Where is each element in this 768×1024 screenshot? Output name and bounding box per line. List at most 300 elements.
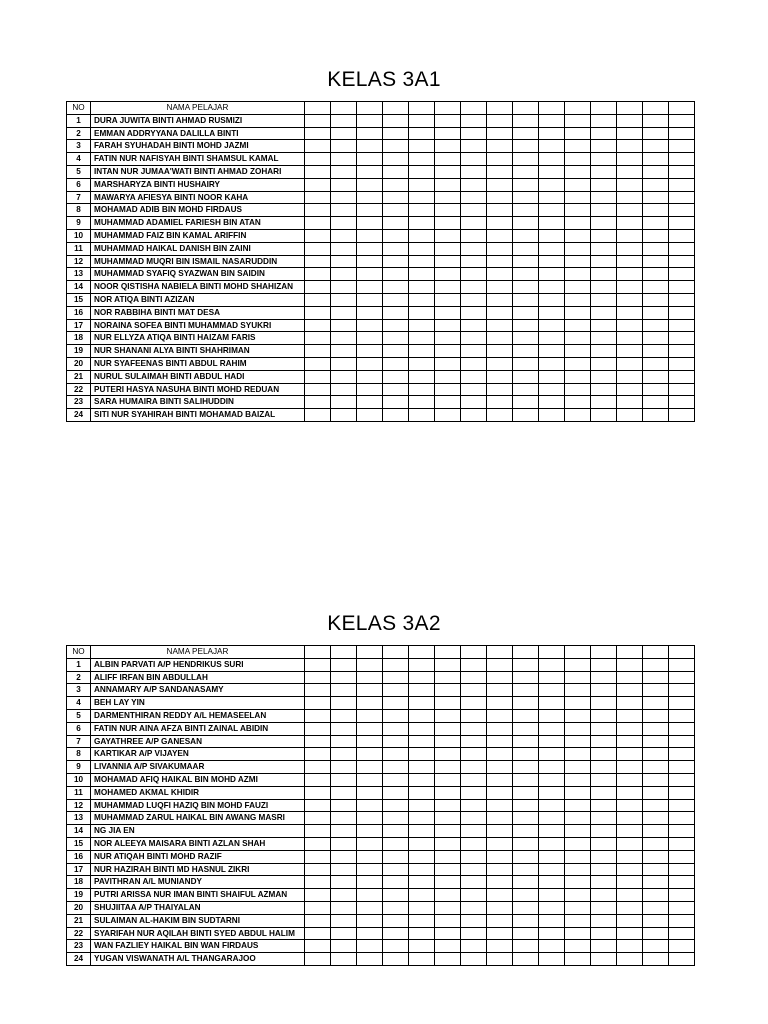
mark-cell[interactable] — [331, 735, 357, 748]
mark-cell[interactable] — [591, 901, 617, 914]
mark-cell[interactable] — [617, 671, 643, 684]
mark-cell[interactable] — [409, 684, 435, 697]
mark-cell[interactable] — [461, 357, 487, 370]
mark-cell[interactable] — [305, 799, 331, 812]
mark-cell[interactable] — [383, 709, 409, 722]
mark-cell[interactable] — [461, 697, 487, 710]
mark-cell[interactable] — [617, 409, 643, 422]
mark-cell[interactable] — [409, 761, 435, 774]
mark-cell[interactable] — [617, 319, 643, 332]
mark-cell[interactable] — [643, 735, 669, 748]
mark-cell[interactable] — [383, 409, 409, 422]
mark-header-cell[interactable] — [617, 102, 643, 115]
mark-header-cell[interactable] — [461, 646, 487, 659]
mark-cell[interactable] — [487, 927, 513, 940]
mark-cell[interactable] — [539, 799, 565, 812]
mark-cell[interactable] — [565, 722, 591, 735]
mark-cell[interactable] — [383, 940, 409, 953]
mark-cell[interactable] — [357, 383, 383, 396]
mark-cell[interactable] — [591, 281, 617, 294]
mark-cell[interactable] — [383, 242, 409, 255]
mark-header-cell[interactable] — [305, 102, 331, 115]
mark-cell[interactable] — [565, 709, 591, 722]
mark-cell[interactable] — [669, 927, 695, 940]
mark-cell[interactable] — [513, 940, 539, 953]
mark-cell[interactable] — [513, 383, 539, 396]
mark-cell[interactable] — [305, 837, 331, 850]
mark-cell[interactable] — [539, 748, 565, 761]
mark-cell[interactable] — [617, 825, 643, 838]
mark-cell[interactable] — [591, 786, 617, 799]
mark-cell[interactable] — [669, 953, 695, 966]
mark-cell[interactable] — [565, 914, 591, 927]
mark-cell[interactable] — [643, 812, 669, 825]
mark-header-cell[interactable] — [383, 102, 409, 115]
mark-cell[interactable] — [487, 332, 513, 345]
mark-cell[interactable] — [383, 229, 409, 242]
mark-cell[interactable] — [461, 850, 487, 863]
mark-cell[interactable] — [357, 345, 383, 358]
mark-cell[interactable] — [331, 229, 357, 242]
mark-cell[interactable] — [565, 242, 591, 255]
mark-cell[interactable] — [357, 786, 383, 799]
mark-cell[interactable] — [435, 735, 461, 748]
mark-cell[interactable] — [435, 812, 461, 825]
mark-cell[interactable] — [487, 825, 513, 838]
mark-cell[interactable] — [669, 153, 695, 166]
mark-cell[interactable] — [617, 127, 643, 140]
mark-cell[interactable] — [305, 191, 331, 204]
mark-cell[interactable] — [643, 825, 669, 838]
mark-cell[interactable] — [643, 319, 669, 332]
mark-cell[interactable] — [487, 396, 513, 409]
mark-cell[interactable] — [461, 837, 487, 850]
mark-cell[interactable] — [461, 876, 487, 889]
mark-cell[interactable] — [435, 153, 461, 166]
mark-cell[interactable] — [565, 863, 591, 876]
mark-cell[interactable] — [565, 140, 591, 153]
mark-cell[interactable] — [669, 735, 695, 748]
mark-cell[interactable] — [435, 178, 461, 191]
mark-cell[interactable] — [331, 658, 357, 671]
mark-cell[interactable] — [435, 850, 461, 863]
mark-cell[interactable] — [591, 178, 617, 191]
mark-cell[interactable] — [357, 709, 383, 722]
mark-cell[interactable] — [617, 140, 643, 153]
mark-cell[interactable] — [643, 357, 669, 370]
mark-cell[interactable] — [617, 863, 643, 876]
mark-cell[interactable] — [409, 153, 435, 166]
mark-cell[interactable] — [669, 242, 695, 255]
mark-cell[interactable] — [461, 901, 487, 914]
mark-cell[interactable] — [331, 953, 357, 966]
mark-cell[interactable] — [669, 748, 695, 761]
mark-cell[interactable] — [331, 255, 357, 268]
mark-cell[interactable] — [591, 255, 617, 268]
mark-cell[interactable] — [565, 901, 591, 914]
mark-cell[interactable] — [383, 191, 409, 204]
mark-header-cell[interactable] — [565, 102, 591, 115]
mark-cell[interactable] — [357, 761, 383, 774]
mark-cell[interactable] — [331, 191, 357, 204]
mark-cell[interactable] — [591, 671, 617, 684]
mark-cell[interactable] — [409, 953, 435, 966]
mark-header-cell[interactable] — [331, 646, 357, 659]
mark-cell[interactable] — [357, 773, 383, 786]
mark-cell[interactable] — [565, 876, 591, 889]
mark-cell[interactable] — [331, 319, 357, 332]
mark-cell[interactable] — [409, 409, 435, 422]
mark-cell[interactable] — [461, 217, 487, 230]
mark-cell[interactable] — [643, 268, 669, 281]
mark-cell[interactable] — [617, 697, 643, 710]
mark-cell[interactable] — [591, 748, 617, 761]
mark-header-cell[interactable] — [591, 646, 617, 659]
mark-cell[interactable] — [461, 799, 487, 812]
mark-cell[interactable] — [331, 268, 357, 281]
mark-cell[interactable] — [591, 217, 617, 230]
mark-cell[interactable] — [487, 255, 513, 268]
mark-cell[interactable] — [461, 204, 487, 217]
mark-cell[interactable] — [513, 332, 539, 345]
mark-cell[interactable] — [591, 229, 617, 242]
mark-cell[interactable] — [539, 357, 565, 370]
mark-cell[interactable] — [617, 268, 643, 281]
mark-cell[interactable] — [617, 812, 643, 825]
mark-cell[interactable] — [409, 748, 435, 761]
mark-cell[interactable] — [435, 940, 461, 953]
mark-cell[interactable] — [383, 786, 409, 799]
mark-cell[interactable] — [461, 684, 487, 697]
mark-cell[interactable] — [487, 153, 513, 166]
mark-cell[interactable] — [591, 684, 617, 697]
mark-cell[interactable] — [513, 319, 539, 332]
mark-cell[interactable] — [669, 114, 695, 127]
mark-cell[interactable] — [461, 889, 487, 902]
mark-cell[interactable] — [409, 165, 435, 178]
mark-cell[interactable] — [487, 684, 513, 697]
mark-cell[interactable] — [409, 876, 435, 889]
mark-cell[interactable] — [357, 735, 383, 748]
mark-cell[interactable] — [383, 396, 409, 409]
mark-cell[interactable] — [461, 773, 487, 786]
mark-cell[interactable] — [565, 383, 591, 396]
mark-cell[interactable] — [357, 114, 383, 127]
mark-cell[interactable] — [591, 306, 617, 319]
mark-cell[interactable] — [435, 191, 461, 204]
mark-cell[interactable] — [643, 850, 669, 863]
mark-cell[interactable] — [383, 748, 409, 761]
mark-cell[interactable] — [461, 114, 487, 127]
mark-cell[interactable] — [435, 671, 461, 684]
mark-cell[interactable] — [487, 114, 513, 127]
mark-cell[interactable] — [669, 850, 695, 863]
mark-cell[interactable] — [565, 332, 591, 345]
mark-cell[interactable] — [487, 722, 513, 735]
mark-cell[interactable] — [305, 786, 331, 799]
mark-cell[interactable] — [487, 799, 513, 812]
mark-cell[interactable] — [669, 697, 695, 710]
mark-cell[interactable] — [435, 658, 461, 671]
mark-cell[interactable] — [565, 850, 591, 863]
mark-cell[interactable] — [383, 255, 409, 268]
mark-cell[interactable] — [357, 927, 383, 940]
mark-cell[interactable] — [383, 658, 409, 671]
mark-cell[interactable] — [513, 127, 539, 140]
mark-cell[interactable] — [409, 345, 435, 358]
mark-cell[interactable] — [409, 671, 435, 684]
mark-cell[interactable] — [357, 293, 383, 306]
mark-cell[interactable] — [435, 255, 461, 268]
mark-cell[interactable] — [357, 140, 383, 153]
mark-cell[interactable] — [357, 306, 383, 319]
mark-cell[interactable] — [435, 876, 461, 889]
mark-cell[interactable] — [435, 709, 461, 722]
mark-cell[interactable] — [565, 825, 591, 838]
mark-cell[interactable] — [435, 953, 461, 966]
mark-cell[interactable] — [643, 786, 669, 799]
mark-cell[interactable] — [357, 242, 383, 255]
mark-cell[interactable] — [591, 735, 617, 748]
mark-cell[interactable] — [409, 658, 435, 671]
mark-cell[interactable] — [383, 140, 409, 153]
mark-cell[interactable] — [435, 306, 461, 319]
mark-cell[interactable] — [305, 889, 331, 902]
mark-header-cell[interactable] — [487, 102, 513, 115]
mark-cell[interactable] — [461, 281, 487, 294]
mark-cell[interactable] — [435, 825, 461, 838]
mark-cell[interactable] — [565, 345, 591, 358]
mark-cell[interactable] — [409, 229, 435, 242]
mark-cell[interactable] — [565, 204, 591, 217]
mark-cell[interactable] — [487, 293, 513, 306]
mark-cell[interactable] — [513, 370, 539, 383]
mark-cell[interactable] — [305, 153, 331, 166]
mark-cell[interactable] — [409, 914, 435, 927]
mark-cell[interactable] — [513, 850, 539, 863]
mark-cell[interactable] — [357, 799, 383, 812]
mark-cell[interactable] — [409, 837, 435, 850]
mark-cell[interactable] — [643, 697, 669, 710]
mark-cell[interactable] — [513, 748, 539, 761]
mark-cell[interactable] — [383, 178, 409, 191]
mark-cell[interactable] — [591, 761, 617, 774]
mark-cell[interactable] — [669, 409, 695, 422]
mark-cell[interactable] — [305, 127, 331, 140]
mark-cell[interactable] — [487, 191, 513, 204]
mark-cell[interactable] — [565, 217, 591, 230]
mark-cell[interactable] — [461, 178, 487, 191]
mark-cell[interactable] — [357, 409, 383, 422]
mark-cell[interactable] — [539, 114, 565, 127]
mark-cell[interactable] — [513, 140, 539, 153]
mark-cell[interactable] — [357, 684, 383, 697]
mark-cell[interactable] — [305, 114, 331, 127]
mark-cell[interactable] — [643, 217, 669, 230]
mark-cell[interactable] — [487, 786, 513, 799]
mark-cell[interactable] — [539, 697, 565, 710]
mark-cell[interactable] — [617, 722, 643, 735]
mark-cell[interactable] — [383, 204, 409, 217]
mark-cell[interactable] — [487, 383, 513, 396]
mark-cell[interactable] — [383, 812, 409, 825]
mark-cell[interactable] — [461, 812, 487, 825]
mark-cell[interactable] — [383, 684, 409, 697]
mark-cell[interactable] — [565, 293, 591, 306]
mark-cell[interactable] — [669, 914, 695, 927]
mark-cell[interactable] — [305, 825, 331, 838]
mark-cell[interactable] — [487, 901, 513, 914]
mark-cell[interactable] — [461, 940, 487, 953]
mark-cell[interactable] — [331, 825, 357, 838]
mark-cell[interactable] — [617, 914, 643, 927]
mark-cell[interactable] — [669, 863, 695, 876]
mark-cell[interactable] — [617, 889, 643, 902]
mark-cell[interactable] — [591, 319, 617, 332]
mark-cell[interactable] — [617, 114, 643, 127]
mark-cell[interactable] — [487, 268, 513, 281]
mark-cell[interactable] — [669, 332, 695, 345]
mark-cell[interactable] — [383, 722, 409, 735]
mark-cell[interactable] — [435, 217, 461, 230]
mark-cell[interactable] — [487, 850, 513, 863]
mark-cell[interactable] — [461, 658, 487, 671]
mark-cell[interactable] — [461, 863, 487, 876]
mark-cell[interactable] — [435, 127, 461, 140]
mark-cell[interactable] — [513, 204, 539, 217]
mark-cell[interactable] — [513, 153, 539, 166]
mark-cell[interactable] — [383, 127, 409, 140]
mark-cell[interactable] — [539, 773, 565, 786]
mark-cell[interactable] — [435, 409, 461, 422]
mark-cell[interactable] — [435, 761, 461, 774]
mark-cell[interactable] — [643, 889, 669, 902]
mark-cell[interactable] — [487, 217, 513, 230]
mark-cell[interactable] — [409, 268, 435, 281]
mark-header-cell[interactable] — [617, 646, 643, 659]
mark-cell[interactable] — [643, 345, 669, 358]
mark-cell[interactable] — [487, 204, 513, 217]
mark-cell[interactable] — [331, 357, 357, 370]
mark-cell[interactable] — [435, 370, 461, 383]
mark-cell[interactable] — [513, 306, 539, 319]
mark-cell[interactable] — [643, 773, 669, 786]
mark-cell[interactable] — [617, 396, 643, 409]
mark-cell[interactable] — [565, 953, 591, 966]
mark-cell[interactable] — [461, 748, 487, 761]
mark-cell[interactable] — [487, 658, 513, 671]
mark-cell[interactable] — [357, 332, 383, 345]
mark-cell[interactable] — [591, 927, 617, 940]
mark-cell[interactable] — [591, 140, 617, 153]
mark-cell[interactable] — [643, 863, 669, 876]
mark-cell[interactable] — [435, 837, 461, 850]
mark-cell[interactable] — [539, 178, 565, 191]
mark-cell[interactable] — [461, 255, 487, 268]
mark-cell[interactable] — [357, 217, 383, 230]
mark-cell[interactable] — [383, 735, 409, 748]
mark-cell[interactable] — [617, 953, 643, 966]
mark-cell[interactable] — [331, 709, 357, 722]
mark-cell[interactable] — [669, 229, 695, 242]
mark-cell[interactable] — [617, 255, 643, 268]
mark-cell[interactable] — [409, 255, 435, 268]
mark-cell[interactable] — [357, 671, 383, 684]
mark-header-cell[interactable] — [435, 646, 461, 659]
mark-cell[interactable] — [539, 127, 565, 140]
mark-cell[interactable] — [383, 345, 409, 358]
mark-cell[interactable] — [383, 306, 409, 319]
mark-cell[interactable] — [305, 748, 331, 761]
mark-cell[interactable] — [669, 684, 695, 697]
mark-cell[interactable] — [643, 409, 669, 422]
mark-cell[interactable] — [617, 293, 643, 306]
mark-cell[interactable] — [643, 748, 669, 761]
mark-cell[interactable] — [487, 735, 513, 748]
mark-cell[interactable] — [669, 165, 695, 178]
mark-cell[interactable] — [591, 825, 617, 838]
mark-cell[interactable] — [669, 357, 695, 370]
mark-cell[interactable] — [305, 383, 331, 396]
mark-cell[interactable] — [331, 773, 357, 786]
mark-cell[interactable] — [357, 191, 383, 204]
mark-cell[interactable] — [435, 281, 461, 294]
mark-cell[interactable] — [591, 127, 617, 140]
mark-cell[interactable] — [669, 319, 695, 332]
mark-cell[interactable] — [643, 114, 669, 127]
mark-cell[interactable] — [565, 786, 591, 799]
mark-cell[interactable] — [487, 876, 513, 889]
mark-cell[interactable] — [409, 127, 435, 140]
mark-cell[interactable] — [539, 370, 565, 383]
mark-cell[interactable] — [513, 825, 539, 838]
mark-cell[interactable] — [565, 319, 591, 332]
mark-cell[interactable] — [539, 306, 565, 319]
mark-cell[interactable] — [539, 268, 565, 281]
mark-cell[interactable] — [331, 114, 357, 127]
mark-cell[interactable] — [513, 722, 539, 735]
mark-cell[interactable] — [643, 684, 669, 697]
mark-cell[interactable] — [539, 876, 565, 889]
mark-cell[interactable] — [591, 370, 617, 383]
mark-cell[interactable] — [435, 229, 461, 242]
mark-cell[interactable] — [617, 786, 643, 799]
mark-cell[interactable] — [487, 306, 513, 319]
mark-cell[interactable] — [409, 293, 435, 306]
mark-cell[interactable] — [383, 319, 409, 332]
mark-cell[interactable] — [305, 684, 331, 697]
mark-cell[interactable] — [357, 319, 383, 332]
mark-cell[interactable] — [331, 671, 357, 684]
mark-cell[interactable] — [565, 357, 591, 370]
mark-cell[interactable] — [331, 927, 357, 940]
mark-cell[interactable] — [305, 178, 331, 191]
mark-cell[interactable] — [591, 345, 617, 358]
mark-cell[interactable] — [565, 306, 591, 319]
mark-cell[interactable] — [591, 658, 617, 671]
mark-cell[interactable] — [357, 901, 383, 914]
mark-cell[interactable] — [461, 319, 487, 332]
mark-cell[interactable] — [305, 268, 331, 281]
mark-cell[interactable] — [409, 697, 435, 710]
mark-cell[interactable] — [513, 293, 539, 306]
mark-cell[interactable] — [331, 281, 357, 294]
mark-cell[interactable] — [383, 837, 409, 850]
mark-cell[interactable] — [331, 204, 357, 217]
mark-cell[interactable] — [461, 953, 487, 966]
mark-cell[interactable] — [357, 940, 383, 953]
mark-cell[interactable] — [357, 357, 383, 370]
